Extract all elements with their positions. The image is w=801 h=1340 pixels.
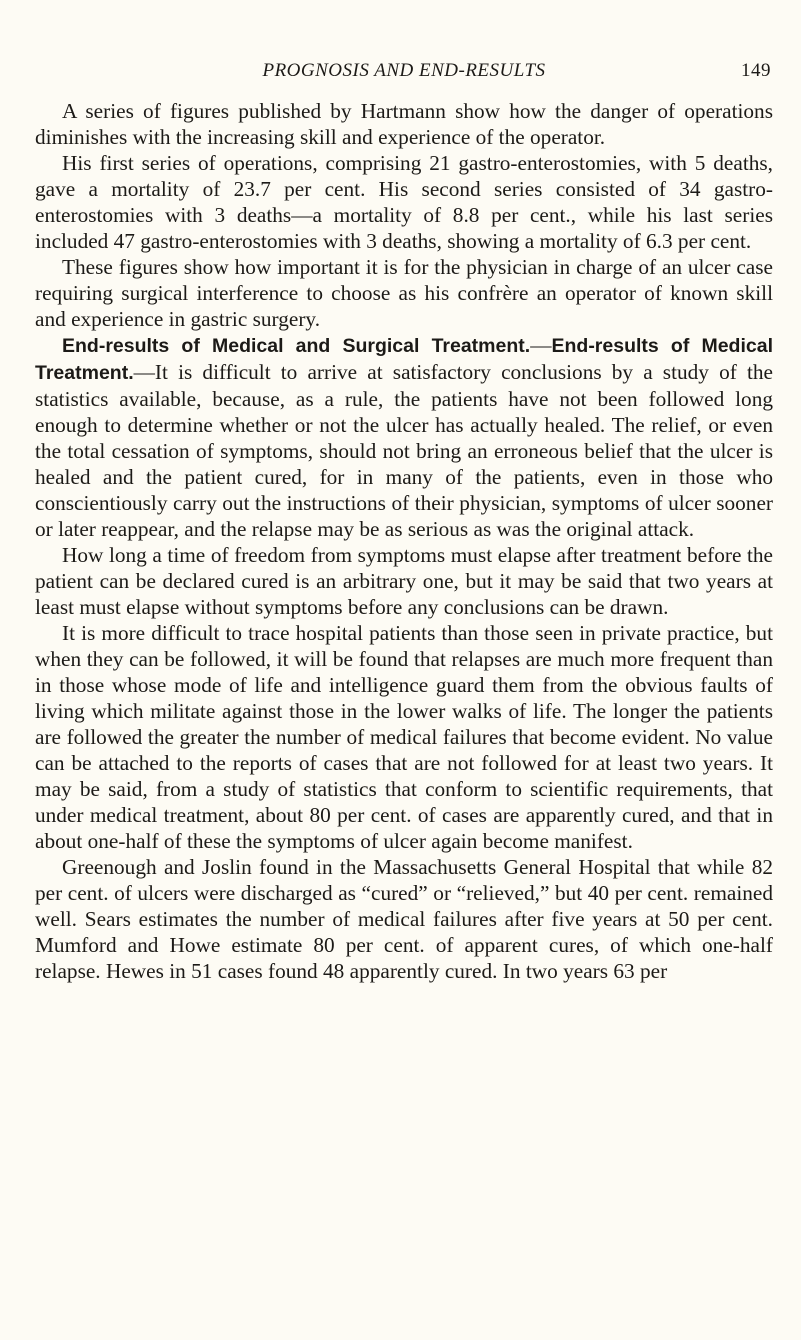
section-heading: End-results of Medical and Surgical Treatment. xyxy=(62,335,531,357)
running-title: PROGNOSIS AND END-RESULTS xyxy=(262,60,546,81)
running-head xyxy=(35,60,773,84)
paragraph-end-results xyxy=(35,332,773,542)
heading-dash: — xyxy=(530,333,552,357)
paragraph-choose-operator: These figures show how important it is for the physician in charge of an ulcer case requiring surgical interference to choose as his confrère an operator of known skill and experience in gastric surgery. xyxy=(35,255,773,331)
page-number: 149 xyxy=(741,60,771,81)
paragraph-freedom-from-symptoms: How long a time of freedom from symptoms must elapse after treatment before the patient can be declared cured is an arbitrary one, but it may be said that two years at least must elapse without symptoms before any conclusions can be drawn. xyxy=(35,543,773,619)
paragraph-end-results-text: It is difficult to arrive at satisfactory conclusions by a study of the statistics available, because, as a rule, the patients have not been followed long enough to determine whether or not the ulcer has actually healed. The relief, or even the total cessation of symptoms, should not bring an erroneous belief that the ulcer is healed and the patient cured, for in many of the patients, even in those who conscientiously carry out the instructions of their physician, symptoms of ulcer sooner or later reappear, and the relapse may be as serious as was the original attack. xyxy=(35,360,773,541)
paragraph-greenough-joslin: Greenough and Joslin found in the Massachusetts General Hospital that while 82 per cent. of ulcers were discharged as “cured” or “relieved,” but 40 per cent. remained well. Sears estimates the number of medical failures after five years at 50 per cent. Mumford and Howe estimate 80 per cent. of apparent cures, of which one-half relapse. Hewes in 51 cases found 48 apparently cured. In two years 63 per xyxy=(35,855,773,983)
paragraph-hartmann-intro: A series of figures published by Hartmann show how the danger of operations diminishes with the increasing skill and experience of the operator. xyxy=(35,99,773,149)
subheading-dash: — xyxy=(133,360,155,384)
subsection-heading: End-results of Medical Treatment. xyxy=(35,335,773,384)
paragraph-mortality-series: His first series of operations, comprising 21 gastro-enterostomies, with 5 deaths, gave a mortality of 23.7 per cent. His second series consisted of 34 gastro-enterostomies with 3 deaths—a mortality of 8.8 per cent., while his last series included 47 gastro-enterostomies with 3 deaths, showing a mortality of 6.3 per cent. xyxy=(35,151,773,253)
paragraph-hospital-patients: It is more difficult to trace hospital patients than those seen in private practice, but when they can be followed, it will be found that relapses are much more frequent than in those whose mode of life and intelligence guard them from the obvious faults of living which militate against those in the lower walks of life. The longer the patients are followed the greater the number of medical failures that become evident. No value can be attached to the reports of cases that are not followed for at least two years. It may be said, from a study of statistics that conform to scientific requirements, that under medical treatment, about 80 per cent. of cases are apparently cured, and that in about one-half of these the symptoms of ulcer again become manifest. xyxy=(35,621,773,853)
body-text xyxy=(35,98,773,984)
